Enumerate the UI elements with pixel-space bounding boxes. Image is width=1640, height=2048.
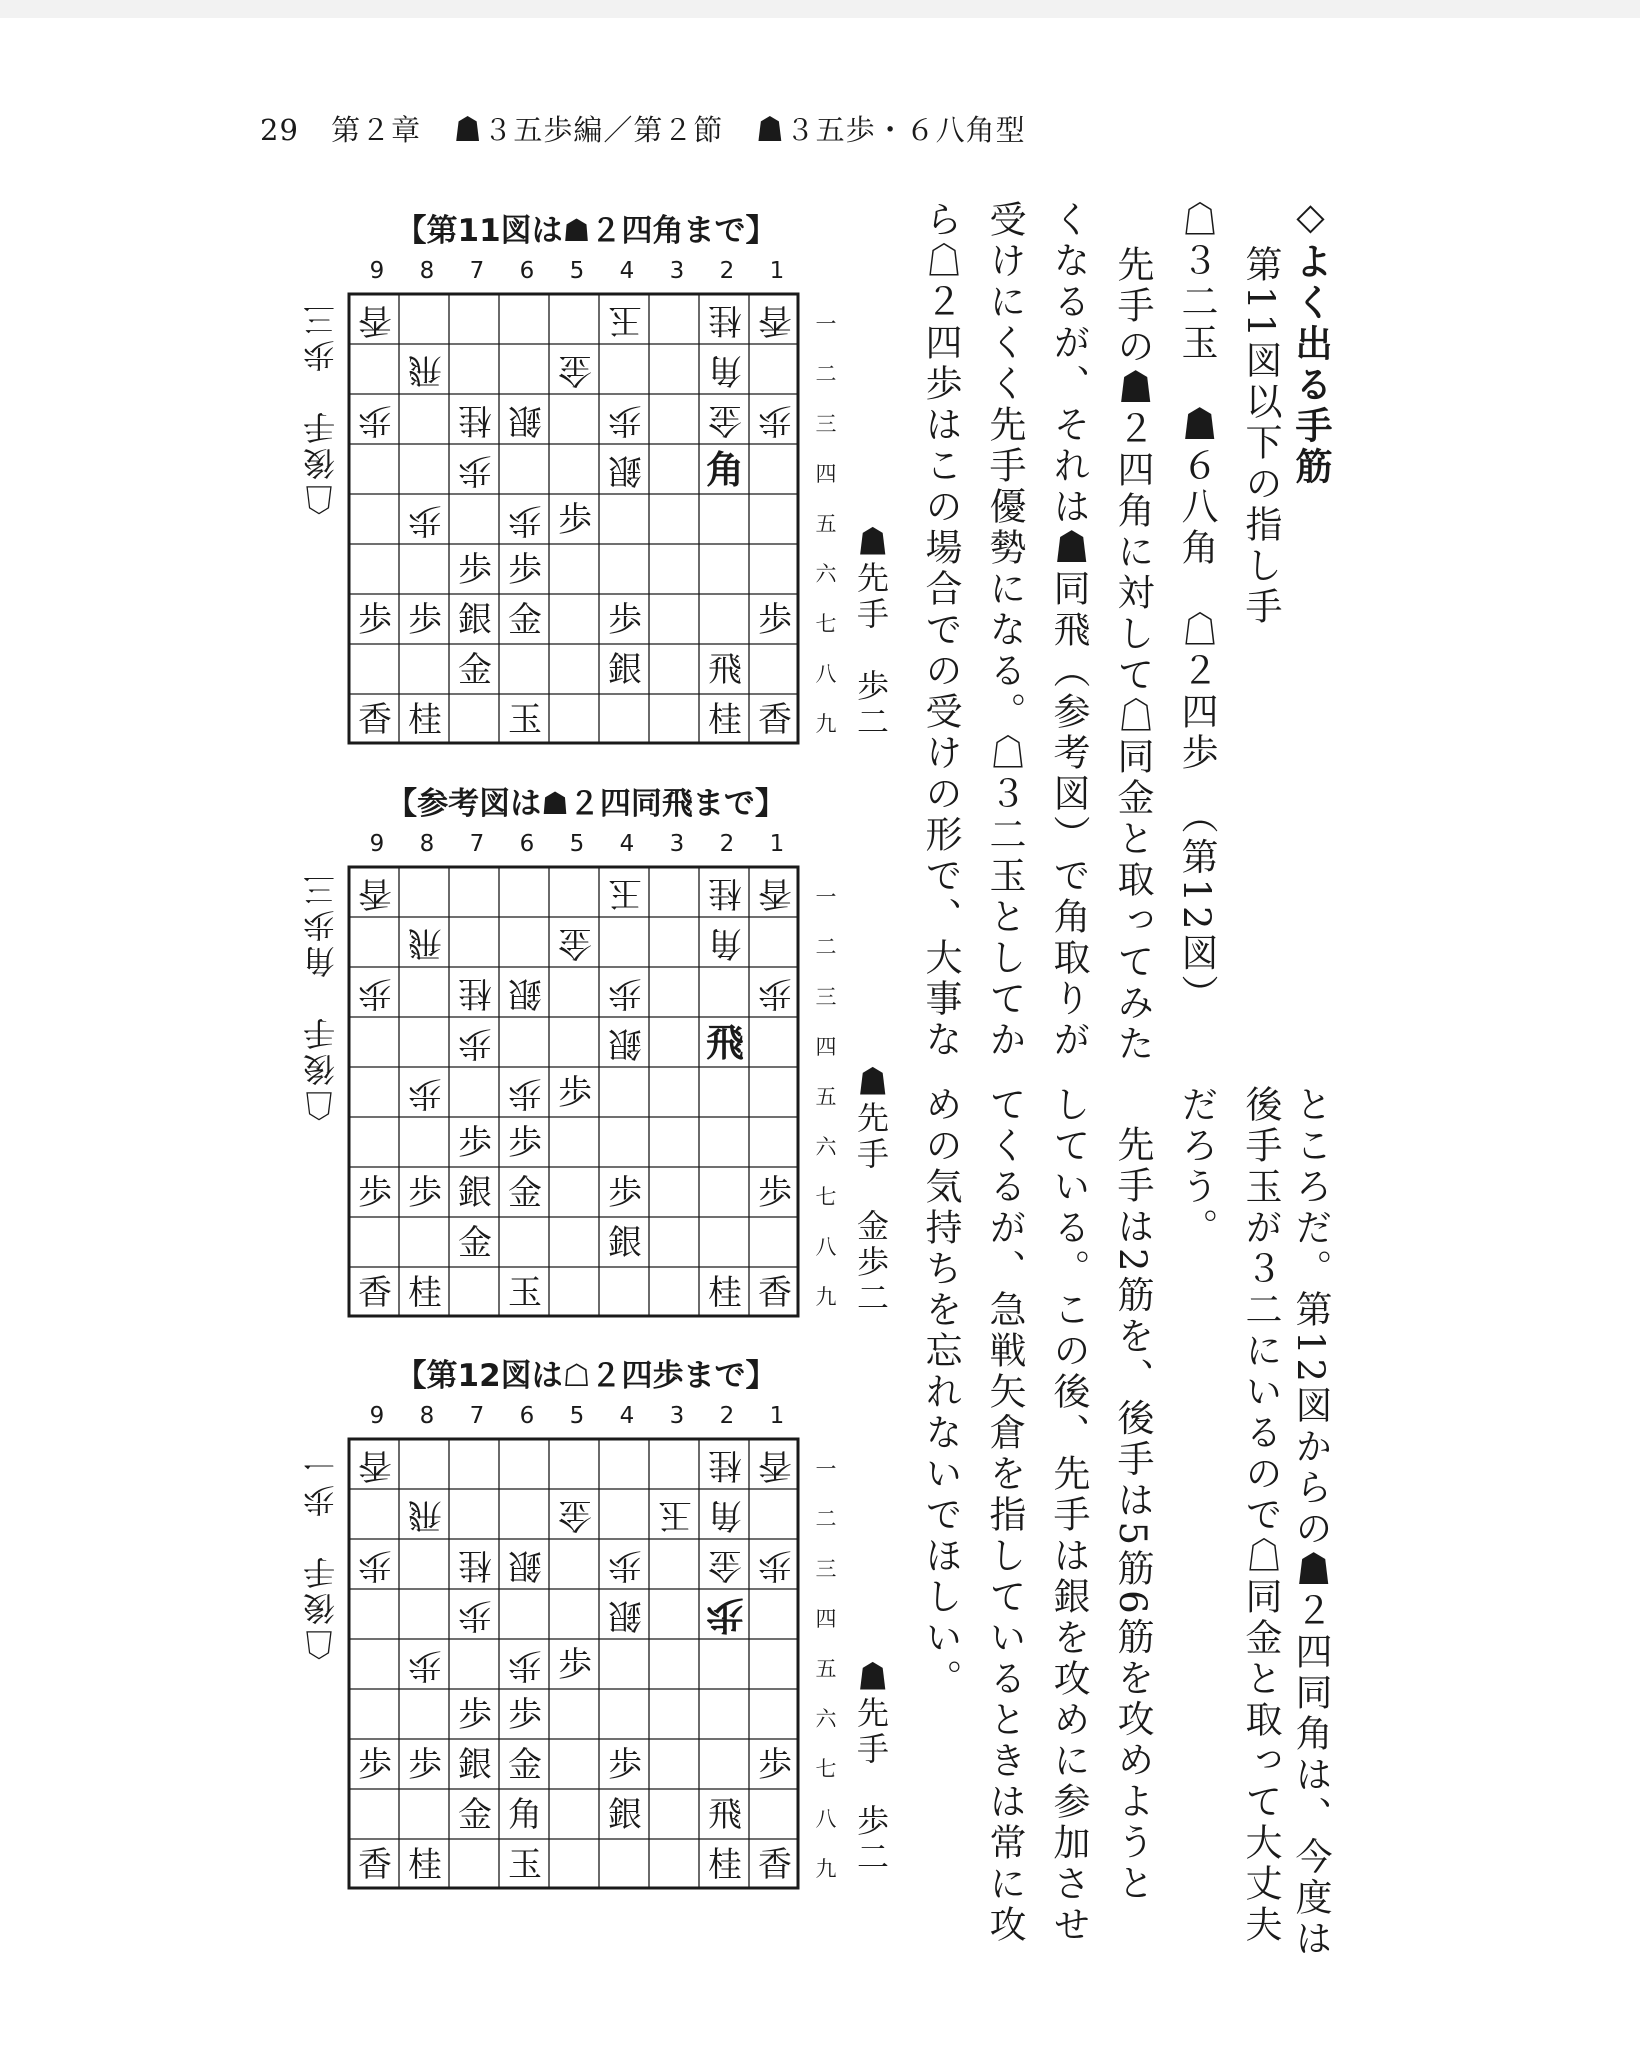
- file-label: 4: [619, 831, 635, 857]
- sente-hand: ☗先手 歩二: [852, 525, 890, 741]
- diagram-title: 【参考図は☗２四同飛まで】: [386, 786, 786, 822]
- rank-label: 三: [815, 412, 837, 436]
- file-label: 5: [569, 258, 585, 284]
- rank-label: 二: [815, 362, 837, 386]
- rank-label: 六: [815, 562, 837, 586]
- sente-piece: 歩: [758, 1745, 792, 1785]
- sente-hand: ☗先手 歩二: [852, 1660, 890, 1876]
- sente-piece: 歩: [758, 600, 792, 640]
- file-labels: [352, 831, 802, 861]
- rank-label: 三: [815, 985, 837, 1009]
- rank-labels: [808, 1437, 844, 1890]
- rank-label: 一: [815, 885, 837, 909]
- sente-piece: 桂: [408, 700, 442, 740]
- rank-labels: [808, 292, 844, 745]
- sente-piece: 玉: [508, 1273, 542, 1313]
- sente-piece: 銀: [458, 1173, 492, 1213]
- sente-piece: 飛: [705, 1020, 744, 1065]
- file-label: 5: [569, 831, 585, 857]
- rank-label: 七: [815, 1185, 837, 1209]
- gote-piece: 歩: [358, 1545, 392, 1585]
- rank-label: 六: [815, 1707, 837, 1731]
- gote-piece: 桂: [458, 1545, 492, 1585]
- text-column: めの気持ちを忘れないでほしい。: [919, 1085, 962, 1700]
- file-label: 5: [569, 1403, 585, 1429]
- sente-piece: 歩: [508, 550, 542, 590]
- sente-piece: 歩: [458, 1123, 492, 1163]
- sente-piece: 香: [758, 1845, 792, 1885]
- file-label: 3: [669, 258, 685, 284]
- gote-piece: 歩: [358, 400, 392, 440]
- subsection-label: ☗３五歩・６八角型: [755, 113, 1026, 147]
- gote-piece: 金: [708, 400, 742, 440]
- file-label: 1: [769, 831, 785, 857]
- text-column: 受けにくく先手優勢になる。☖３二玉としてか: [983, 200, 1026, 1061]
- gote-piece: 歩: [508, 500, 542, 540]
- sente-piece: 金: [508, 600, 542, 640]
- rank-label: 七: [815, 1757, 837, 1781]
- gote-piece: 歩: [408, 1073, 442, 1113]
- gote-piece: 銀: [608, 450, 642, 490]
- sente-piece: 銀: [608, 1223, 642, 1263]
- file-label: 4: [619, 1403, 635, 1429]
- gote-piece: 歩: [758, 973, 792, 1013]
- file-label: 1: [769, 1403, 785, 1429]
- text-column: 先手は2筋を、後手は5筋6筋を攻めようと: [1111, 1125, 1154, 1905]
- text-column: だろう。: [1175, 1085, 1218, 1249]
- file-label: 7: [469, 831, 485, 857]
- text-column: ら☖２四歩はこの場合での受けの形で、大事な: [919, 200, 962, 1061]
- rank-label: 八: [815, 662, 837, 686]
- file-label: 9: [369, 1403, 385, 1429]
- gote-piece: 香: [758, 1445, 792, 1485]
- diagram-title: 【第12図は☖２四歩まで】: [395, 1358, 777, 1394]
- sente-hand: ☗先手 金歩二: [852, 1065, 890, 1317]
- sente-piece: 歩: [358, 600, 392, 640]
- gote-piece: 飛: [408, 350, 442, 390]
- sente-piece: 飛: [708, 1795, 742, 1835]
- chapter-label: 第２章: [331, 113, 422, 147]
- gote-piece: 歩: [358, 973, 392, 1013]
- sente-piece: 飛: [708, 650, 742, 690]
- gote-piece: 金: [558, 350, 592, 390]
- sente-piece: 歩: [458, 1695, 492, 1735]
- sente-piece: 歩: [408, 1173, 442, 1213]
- section-label: ☗３五歩編／第２節: [453, 113, 724, 147]
- sente-piece: 歩: [408, 1745, 442, 1785]
- gote-piece: 金: [558, 1495, 592, 1535]
- sente-piece: 歩: [558, 1073, 592, 1113]
- gote-hand: ☖後手 歩三: [302, 300, 340, 516]
- gote-piece: 銀: [508, 1545, 542, 1585]
- gote-piece: 角: [708, 923, 742, 963]
- gote-piece: 玉: [608, 300, 642, 340]
- gote-piece: 桂: [708, 1445, 742, 1485]
- file-label: 1: [769, 258, 785, 284]
- sente-piece: 歩: [558, 1645, 592, 1685]
- text-column: ☖３二玉 ☗６八角 ☖２四歩 （第12図）: [1175, 200, 1218, 1016]
- file-label: 9: [369, 258, 385, 284]
- sente-piece: 金: [458, 650, 492, 690]
- gote-piece: 桂: [458, 973, 492, 1013]
- rank-label: 一: [815, 312, 837, 336]
- gote-piece: 歩: [758, 400, 792, 440]
- rank-label: 五: [815, 512, 837, 536]
- gote-piece: 歩: [458, 1023, 492, 1063]
- gote-piece: 香: [358, 1445, 392, 1485]
- rank-label: 六: [815, 1135, 837, 1159]
- rank-label: 三: [815, 1557, 837, 1581]
- sente-piece: 歩: [558, 500, 592, 540]
- sente-piece: 歩: [608, 1173, 642, 1213]
- gote-hand: ☖後手 歩一: [302, 1445, 340, 1661]
- file-label: 8: [419, 1403, 435, 1429]
- sente-piece: 角: [705, 447, 744, 492]
- gote-piece: 歩: [408, 1645, 442, 1685]
- gote-piece: 香: [358, 873, 392, 913]
- gote-hand: ☖後手 角歩三: [302, 870, 340, 1122]
- sente-piece: 金: [458, 1223, 492, 1263]
- sente-piece: 香: [358, 1845, 392, 1885]
- file-labels: [352, 258, 802, 288]
- file-label: 8: [419, 831, 435, 857]
- file-label: 9: [369, 831, 385, 857]
- gote-piece: 桂: [708, 873, 742, 913]
- rank-label: 四: [815, 1035, 837, 1059]
- gote-piece: 香: [758, 300, 792, 340]
- sente-piece: 歩: [408, 600, 442, 640]
- file-label: 2: [719, 1403, 735, 1429]
- sente-piece: 金: [508, 1173, 542, 1213]
- gote-piece: 角: [708, 1495, 742, 1535]
- sente-piece: 香: [358, 700, 392, 740]
- sente-piece: 桂: [408, 1273, 442, 1313]
- sente-piece: 桂: [708, 1845, 742, 1885]
- sente-piece: 玉: [508, 1845, 542, 1885]
- gote-piece: 歩: [408, 500, 442, 540]
- text-column: てくるが、急戦矢倉を指しているときは常に攻: [983, 1085, 1026, 1946]
- sente-piece: 香: [758, 1273, 792, 1313]
- gote-piece: 桂: [708, 300, 742, 340]
- rank-label: 四: [815, 462, 837, 486]
- rank-label: 五: [815, 1085, 837, 1109]
- gote-piece: 玉: [608, 873, 642, 913]
- sente-piece: 銀: [608, 1795, 642, 1835]
- gote-piece: 歩: [758, 1545, 792, 1585]
- rank-label: 八: [815, 1235, 837, 1259]
- file-label: 7: [469, 1403, 485, 1429]
- diagram-title: 【第11図は☗２四角まで】: [395, 213, 777, 249]
- sente-piece: 金: [508, 1745, 542, 1785]
- rank-label: 七: [815, 612, 837, 636]
- sente-piece: 歩: [358, 1745, 392, 1785]
- sente-piece: 歩: [508, 1695, 542, 1735]
- rank-label: 九: [815, 1285, 837, 1309]
- text-column: 第11図以下の指し手: [1239, 245, 1282, 629]
- rank-label: 九: [815, 1857, 837, 1881]
- rank-label: 五: [815, 1657, 837, 1681]
- rank-label: 八: [815, 1807, 837, 1831]
- page-number: 29: [260, 113, 299, 147]
- sente-piece: 歩: [358, 1173, 392, 1213]
- file-label: 2: [719, 831, 735, 857]
- running-header: [260, 108, 1048, 149]
- file-labels: [352, 1403, 802, 1433]
- sente-piece: 玉: [508, 700, 542, 740]
- gote-piece: 金: [708, 1545, 742, 1585]
- top-edge: [0, 0, 1640, 18]
- sente-piece: 香: [758, 700, 792, 740]
- file-label: 3: [669, 1403, 685, 1429]
- text-column: くなるが、それは☗同飛（参考図）で角取りが: [1047, 200, 1090, 1061]
- sente-piece: 桂: [408, 1845, 442, 1885]
- sente-piece: 桂: [708, 1273, 742, 1313]
- sente-piece: 歩: [508, 1123, 542, 1163]
- file-label: 2: [719, 258, 735, 284]
- sente-piece: 銀: [608, 650, 642, 690]
- gote-piece: 香: [758, 873, 792, 913]
- sente-piece: 歩: [758, 1173, 792, 1213]
- gote-piece: 歩: [608, 973, 642, 1013]
- shogi-board: [347, 1437, 800, 1890]
- gote-piece: 飛: [408, 1495, 442, 1535]
- sente-piece: 銀: [458, 600, 492, 640]
- gote-piece: 玉: [658, 1495, 692, 1535]
- gote-piece: 歩: [706, 1593, 745, 1638]
- sente-piece: 金: [458, 1795, 492, 1835]
- gote-piece: 金: [558, 923, 592, 963]
- gote-piece: 歩: [508, 1073, 542, 1113]
- gote-piece: 桂: [458, 400, 492, 440]
- file-label: 7: [469, 258, 485, 284]
- gote-piece: 銀: [608, 1595, 642, 1635]
- gote-piece: 角: [708, 350, 742, 390]
- sente-piece: 歩: [608, 1745, 642, 1785]
- rank-labels: [808, 865, 844, 1318]
- rank-label: 四: [815, 1607, 837, 1631]
- gote-piece: 香: [358, 300, 392, 340]
- gote-piece: 銀: [508, 400, 542, 440]
- sente-piece: 桂: [708, 700, 742, 740]
- gote-piece: 歩: [458, 1595, 492, 1635]
- sente-piece: 角: [508, 1795, 542, 1835]
- article-heading: ◇よく出る手筋: [1289, 195, 1332, 488]
- rank-label: 二: [815, 1507, 837, 1531]
- sente-piece: 歩: [458, 550, 492, 590]
- file-label: 6: [519, 258, 535, 284]
- gote-piece: 銀: [608, 1023, 642, 1063]
- shogi-board: [347, 865, 800, 1318]
- file-label: 8: [419, 258, 435, 284]
- rank-label: 二: [815, 935, 837, 959]
- text-column: ところだ。第12図からの☗２四同角は、今度は: [1289, 1085, 1332, 1961]
- sente-piece: 香: [358, 1273, 392, 1313]
- text-column: 後手玉が３二にいるので☖同金と取って大丈夫: [1239, 1085, 1282, 1946]
- text-column: している。この後、先手は銀を攻めに参加させ: [1047, 1085, 1090, 1946]
- file-label: 3: [669, 831, 685, 857]
- file-label: 6: [519, 1403, 535, 1429]
- shogi-board: [347, 292, 800, 745]
- rank-label: 九: [815, 712, 837, 736]
- gote-piece: 歩: [508, 1645, 542, 1685]
- file-label: 6: [519, 831, 535, 857]
- gote-piece: 歩: [458, 450, 492, 490]
- gote-piece: 歩: [608, 1545, 642, 1585]
- gote-piece: 銀: [508, 973, 542, 1013]
- file-label: 4: [619, 258, 635, 284]
- gote-piece: 飛: [408, 923, 442, 963]
- gote-piece: 歩: [608, 400, 642, 440]
- sente-piece: 歩: [608, 600, 642, 640]
- rank-label: 一: [815, 1457, 837, 1481]
- sente-piece: 銀: [458, 1745, 492, 1785]
- text-column: 先手の☗２四角に対して☖同金と取ってみた: [1111, 245, 1154, 1065]
